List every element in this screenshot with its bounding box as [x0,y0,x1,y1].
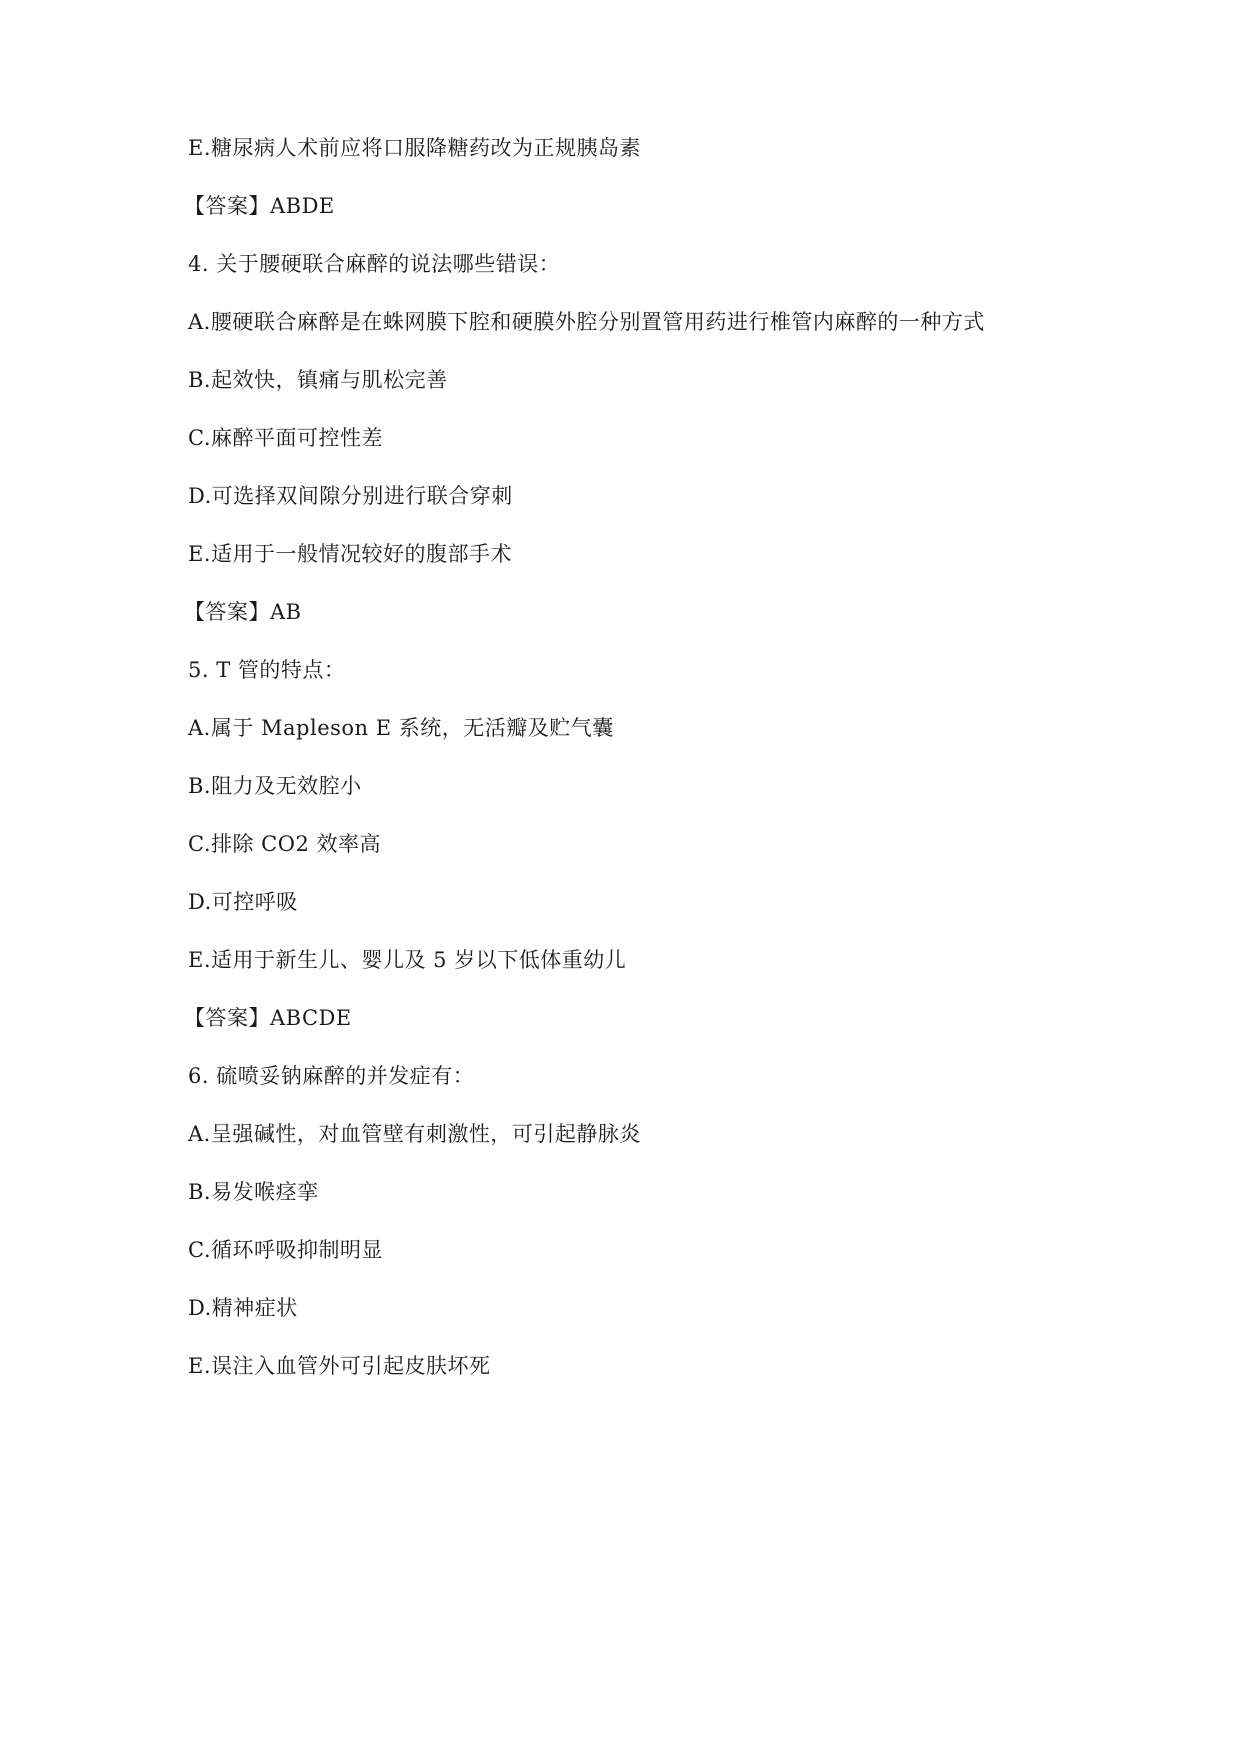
option-line: E.糖尿病人术前应将口服降糖药改为正规胰岛素 [188,136,642,160]
option-line: E.适用于新生儿、婴儿及 5 岁以下低体重幼儿 [188,948,627,972]
option-line: E.误注入血管外可引起皮肤坏死 [188,1354,491,1378]
option-line: B.易发喉痉挛 [188,1180,319,1204]
option-line: B.阻力及无效腔小 [188,774,362,798]
answer-line: 【答案】ABDE [184,194,335,218]
answer-line: 【答案】ABCDE [184,1006,352,1030]
option-line: A.呈强碱性，对血管壁有刺激性，可引起静脉炎 [188,1122,641,1146]
option-line: D.可控呼吸 [188,890,298,914]
question-line: 4. 关于腰硬联合麻醉的说法哪些错误： [188,252,561,276]
option-line: B.起效快，镇痛与肌松完善 [188,368,448,392]
answer-line: 【答案】AB [184,600,302,624]
question-line: 6. 硫喷妥钠麻醉的并发症有： [188,1064,475,1088]
option-line: A.腰硬联合麻醉是在蛛网膜下腔和硬膜外腔分别置管用药进行椎管内麻醉的一种方式 [188,310,985,334]
option-line: E.适用于一般情况较好的腹部手术 [188,542,513,566]
question-line: 5. T 管的特点： [188,658,346,682]
option-line: C.麻醉平面可控性差 [188,426,383,450]
option-line: C.排除 CO2 效率高 [188,832,381,856]
option-line: D.可选择双间隙分别进行联合穿刺 [188,484,513,508]
option-line: C.循环呼吸抑制明显 [188,1238,383,1262]
option-line: D.精神症状 [188,1296,298,1320]
option-line: A.属于 Mapleson E 系统，无活瓣及贮气囊 [188,716,614,740]
